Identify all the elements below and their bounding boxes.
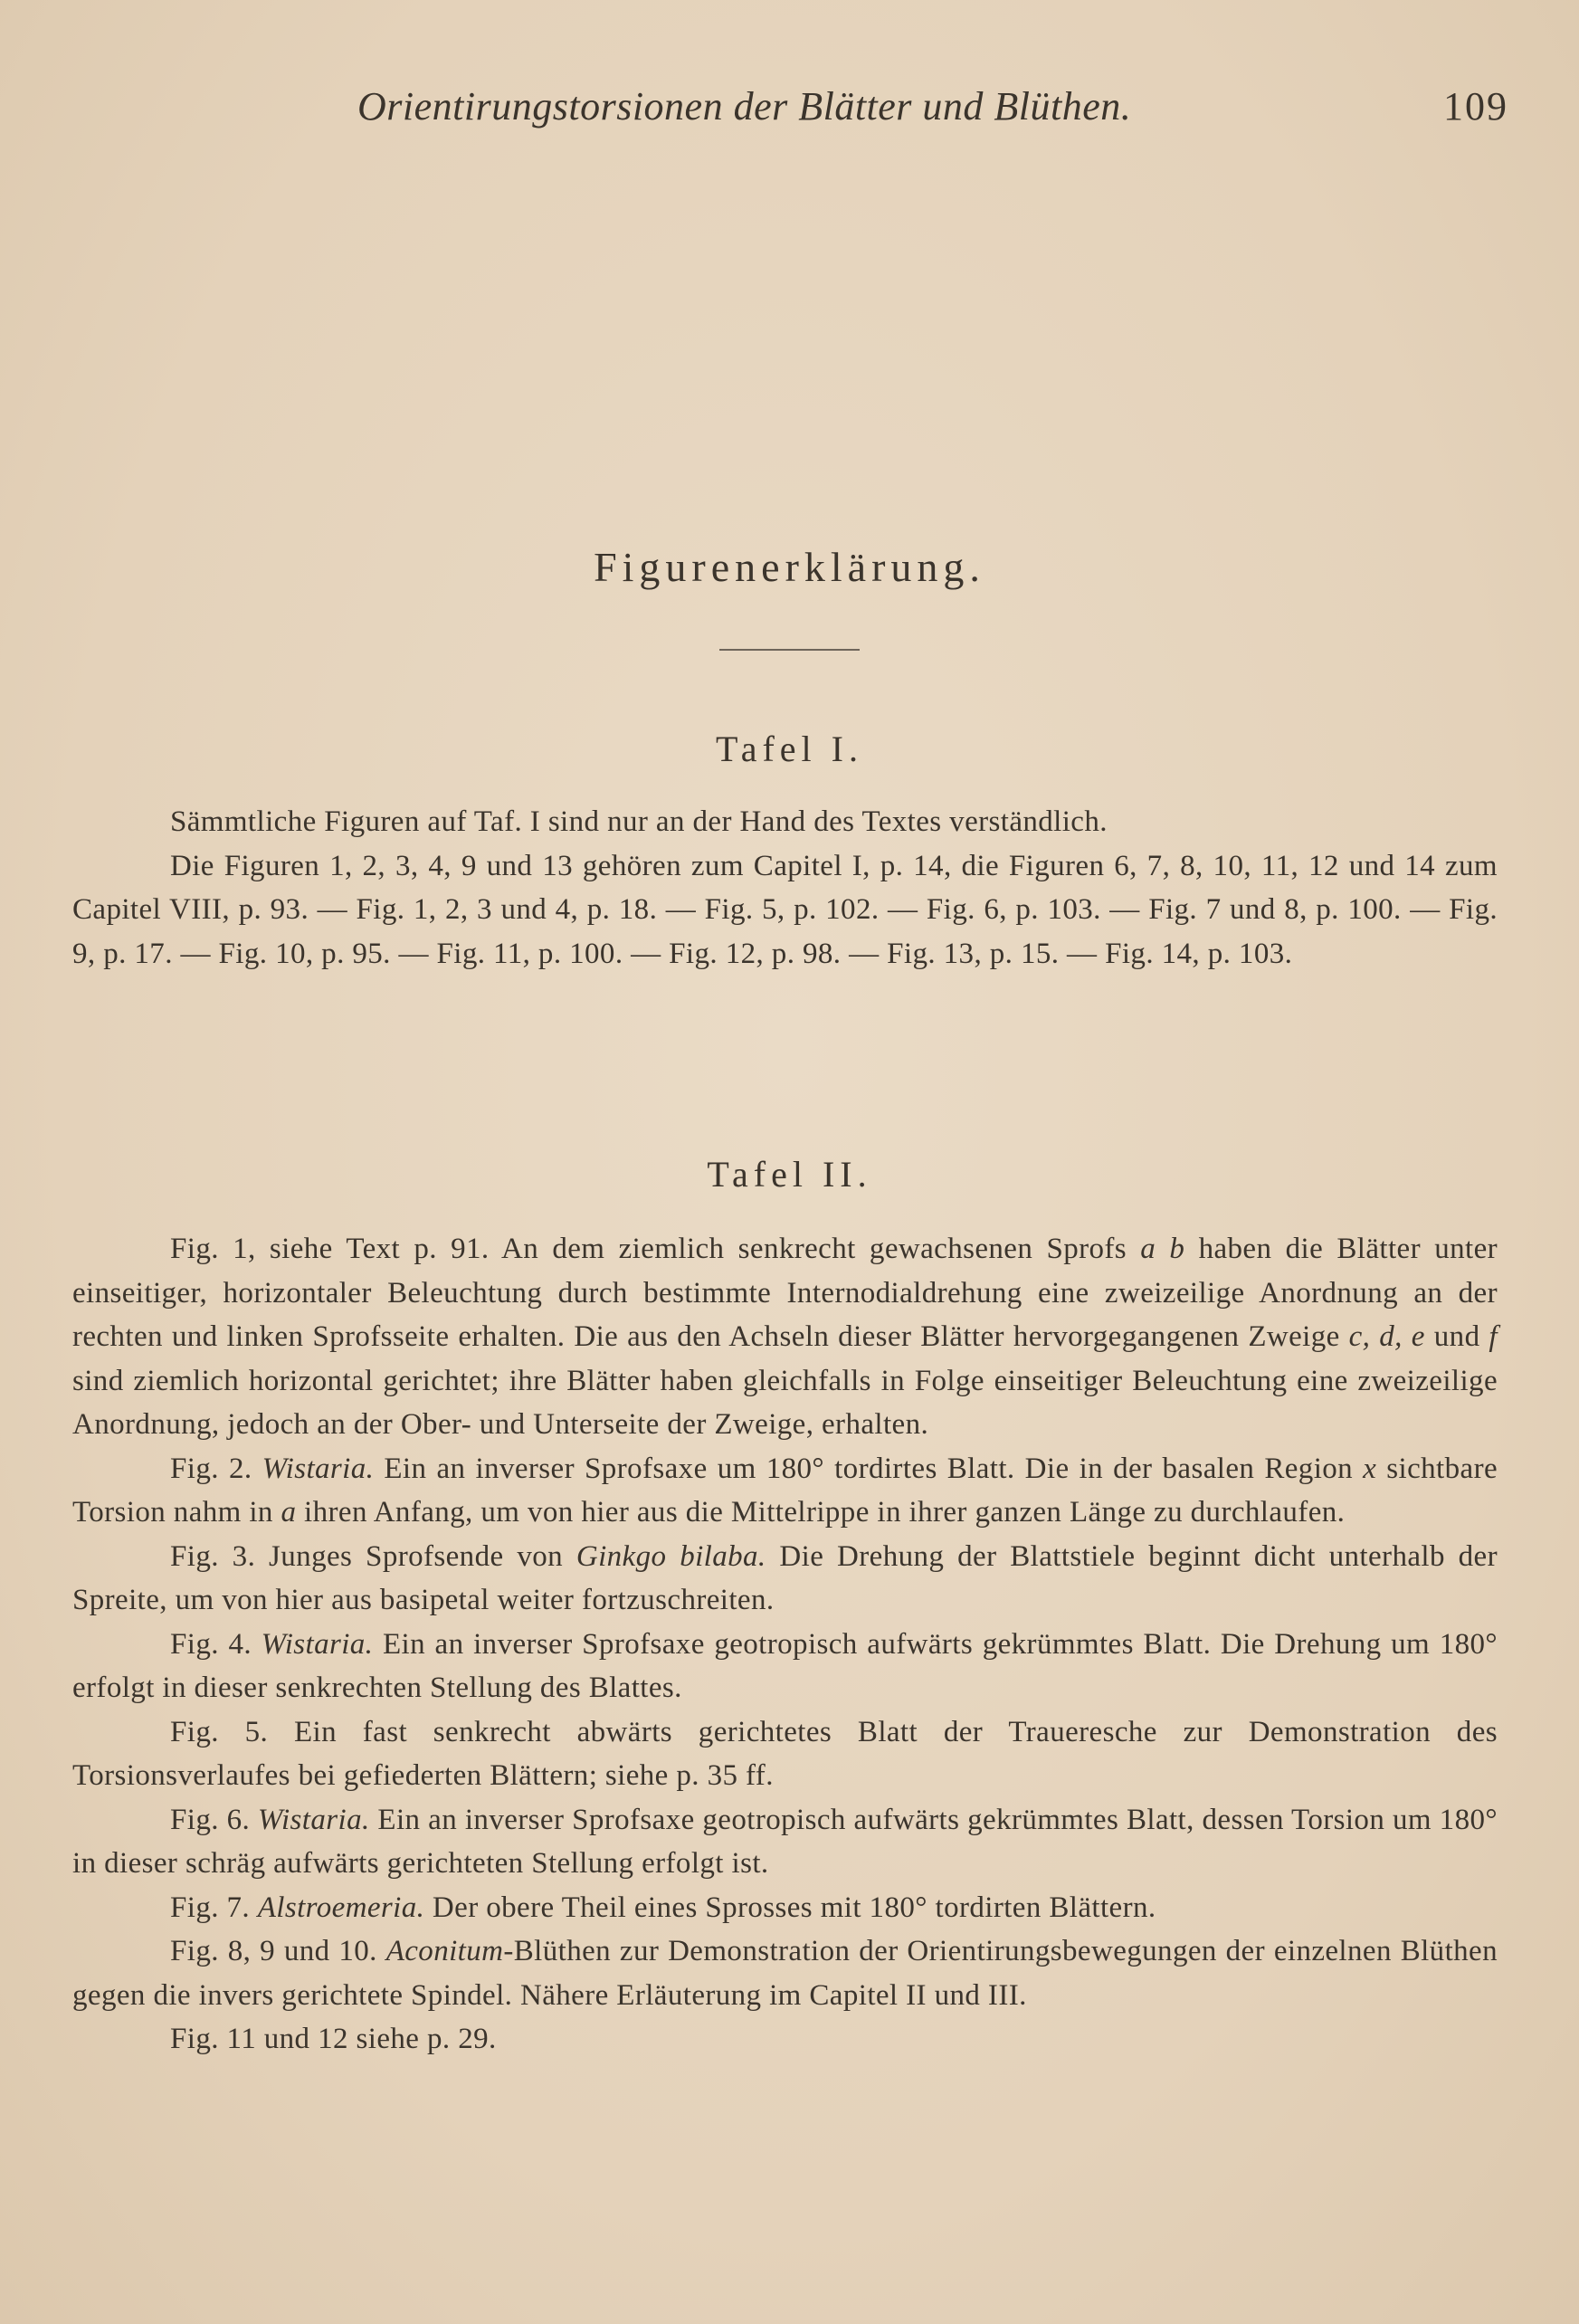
plate-1-body	[72, 800, 1498, 976]
text-run: Fig. 7.	[170, 1891, 258, 1924]
figure-1-caption	[72, 1227, 1498, 1447]
text-run: Fig. 5. Ein fast senkrecht abwärts gerichtetes Blatt der Traueresche zur Demonstration des Torsionsverlaufes bei gefiederten Blättern; siehe p. 35 ff.	[72, 1715, 1498, 1792]
figure-11-12-caption	[72, 2017, 1498, 2062]
italic-run: Wistaria.	[262, 1452, 375, 1485]
running-title: Orientirungstorsionen der Blätter und Blüthen.	[357, 84, 1132, 129]
italic-run: Wistaria.	[261, 1627, 374, 1661]
text-run: und	[1424, 1320, 1489, 1353]
text-run: ihren Anfang, um von hier aus die Mittelrippe in ihrer ganzen Länge zu durchlaufen.	[296, 1496, 1346, 1529]
text-run: Fig. 2.	[170, 1452, 262, 1485]
italic-run: x	[1363, 1452, 1377, 1485]
figure-4-caption	[72, 1623, 1498, 1710]
figure-5-caption	[72, 1710, 1498, 1798]
paragraph	[72, 844, 1498, 976]
text-run: Fig. 4.	[170, 1627, 262, 1661]
text-run: Fig. 6.	[170, 1803, 258, 1836]
text-run: Die Drehung der Blattstiele beginnt dicht unterhalb der Spreite, um von hier aus basipetal weiter fortzuschreiten.	[72, 1539, 1498, 1616]
paragraph	[72, 800, 1498, 844]
text-run: Fig. 3. Junges Sprofsende von	[170, 1539, 576, 1573]
italic-run: Ginkgo bilaba.	[575, 1539, 766, 1573]
plate-1-heading: Tafel I.	[716, 729, 863, 769]
plate-2-body	[72, 1227, 1498, 2062]
text-run: Die Figuren 1, 2, 3, 4, 9 und 13 gehören zum Capitel I, p. 14, die Figuren 6, 7, 8, 10, 11, 12 und 14 zum Capitel VIII, p. 93. — Fig. 1, 2, 3 und 4, p. 18. — Fig. 5, p. 102. — Fig. 6, p. 103. — Fig. 7 und 8, p. 100. — Fig. 9, p. 17. — Fig. 10, p. 95. — Fig. 11, p. 100. — Fig. 12, p. 98. — Fig. 13, p. 15. — Fig. 14, p. 103.	[72, 849, 1498, 970]
text-run: sind ziemlich horizontal gerichtet; ihre Blätter haben gleichfalls in Folge einseitiger Beleuchtung eine zweizeilige Anordnung, jedoch an der Ober- und Unterseite der Zweige, erhalten.	[72, 1364, 1498, 1441]
italic-run: c, d, e	[1348, 1320, 1425, 1353]
text-run: Sämmtliche Figuren auf Taf. I sind nur an der Hand des Textes verständlich.	[170, 805, 1108, 838]
text-run: Fig. 8, 9 und 10.	[170, 1935, 386, 1967]
main-heading: Figurenerklärung.	[594, 544, 985, 590]
text-run: Der obere Theil eines Sprosses mit 180° tordirten Blättern.	[424, 1891, 1156, 1924]
figure-3-caption	[72, 1535, 1498, 1623]
text-run: Ein an inverser Sprofsaxe geotropisch aufwärts gekrümmtes Blatt. Die Drehung um 180° erfolgt in dieser senkrechten Stellung des Blattes.	[72, 1627, 1498, 1704]
italic-run: Alstroemeria.	[257, 1891, 425, 1924]
figure-8-10-caption	[72, 1929, 1498, 2017]
figure-2-caption	[72, 1447, 1498, 1535]
text-run: haben die Blätter unter einseitiger, horizontaler Beleuchtung durch bestimmte Internodialdrehung eine zweizeilige Anordnung an der rechten und linken Sprofsseite erhalten. Die aus den Achseln dieser Blätter hervorgegangenen Zweige	[72, 1233, 1498, 1353]
text-run: Ein an inverser Sprofsaxe geotropisch aufwärts gekrümmtes Blatt, dessen Torsion um 180° in dieser schräg aufwärts gerichteten Stellung erfolgt ist.	[72, 1803, 1498, 1880]
text-run: Ein an inverser Sprofsaxe um 180° tordirtes Blatt. Die in der basalen Region	[374, 1452, 1364, 1485]
figure-6-caption	[72, 1798, 1498, 1886]
text-run: Fig. 11 und 12 siehe p. 29.	[170, 2023, 497, 2055]
italic-run: f	[1489, 1320, 1498, 1353]
italic-run: Wistaria.	[257, 1803, 370, 1836]
text-run: sichtbare Torsion nahm in	[72, 1452, 1498, 1529]
running-head	[0, 83, 1579, 138]
plate-2-heading: Tafel II.	[707, 1154, 872, 1195]
text-run: Fig. 1, siehe Text p. 91. An dem ziemlich senkrecht gewachsenen Sprofs	[170, 1233, 1141, 1265]
italic-run: a	[281, 1496, 297, 1529]
italic-run: Aconitum	[385, 1935, 504, 1967]
italic-run: a b	[1140, 1233, 1185, 1265]
page-number: 109	[1443, 84, 1508, 129]
text-run: -Blüthen zur Demonstration der Orientirungsbewegungen der einzelnen Blüthen gegen die invers gerichtete Spindel. Nähere Erläuterung im Capitel II und III.	[72, 1935, 1498, 2012]
heading-rule	[719, 649, 860, 651]
figure-7-caption	[72, 1886, 1498, 1930]
